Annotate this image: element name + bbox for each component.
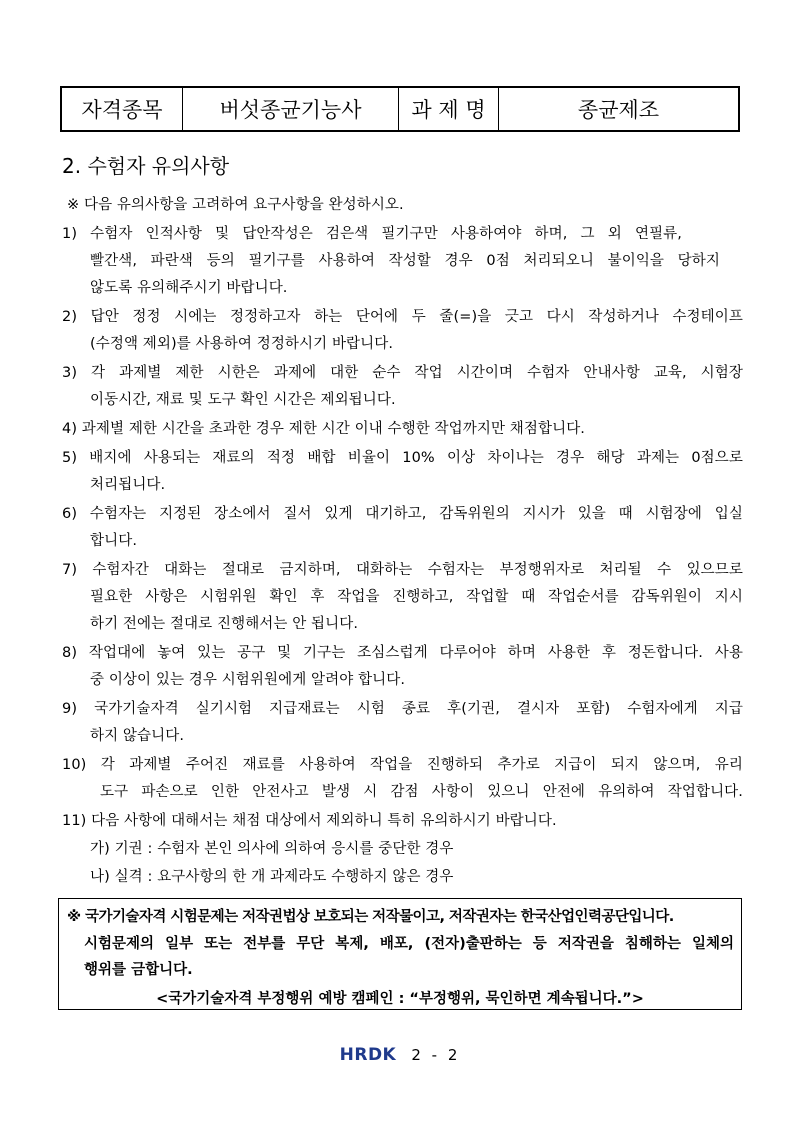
item-9-line-1: 9) 국가기술자격 실기시험 지급재료는 시험 종료 후(기권, 결시자 포함) 수험자에게 지급 [62, 701, 744, 717]
item-9-line-2: 하지 않습니다. [90, 728, 185, 744]
qualification-label: 자격종목 [81, 98, 163, 122]
item-7-line-1: 7) 수험자간 대화는 절대로 금지하며, 대화하는 수험자는 부정행위자로 처리될 수 있으므로 [62, 562, 743, 578]
notice-line-2: 시험문제의 일부 또는 전부를 무단 복제, 배포, (전자)출판하는 등 저작권을 침해하는 일체의 [84, 936, 734, 952]
intro-note: ※ 다음 유의사항을 고려하여 요구사항을 완성하시오. [67, 197, 404, 213]
campaign-slogan: <국가기술자격 부정행위 예방 캠페인 : “부정행위, 묵인하면 계속됩니다.”> [156, 991, 644, 1007]
item-5-line-2: 처리됩니다. [90, 477, 166, 493]
sub-item-withdrawal: 가) 기권 : 수험자 본인 의사에 의하여 응시를 중단한 경우 [90, 841, 454, 857]
item-11-line-1: 11) 다음 사항에 대해서는 채점 대상에서 제외하니 특히 유의하시기 바랍니다. [62, 813, 557, 829]
task-name-value: 종균제조 [498, 88, 738, 130]
task-name-label: 과 제 명 [398, 88, 498, 130]
item-7-line-3: 하기 전에는 절대로 진행해서는 안 됩니다. [90, 616, 359, 632]
item-1-line-1: 1) 수험자 인적사항 및 답안작성은 검은색 필기구만 사용하여야 하며, 그 외 연필류, [62, 226, 682, 242]
subject-header-table [60, 86, 740, 132]
notice-line-1: ※ 국가기술자격 시험문제는 저작권법상 보호되는 저작물이고, 저작권자는 한국산업인력공단입니다. [67, 909, 674, 925]
sub-item-disqualification: 나) 실격 : 요구사항의 한 개 과제라도 수행하지 않은 경우 [90, 869, 454, 885]
copyright-notice-box [58, 898, 742, 1010]
item-5-line-1: 5) 배지에 사용되는 재료의 적정 배합 비율이 10% 이상 차이나는 경우 해당 과제는 0점으로 [62, 450, 743, 466]
page-number: 2 - 2 [411, 1046, 461, 1064]
item-2-line-2: (수정액 제외)를 사용하여 정정하시기 바랍니다. [90, 336, 394, 352]
item-4-line-1: 4) 과제별 제한 시간을 초과한 경우 제한 시간 이내 수행한 작업까지만 채점합니다. [62, 421, 586, 437]
item-10-line-2: 도구 파손으로 인한 안전사고 발생 시 감점 사항이 있으니 안전에 유의하여 작업합니다. [100, 784, 743, 800]
section-title: 2. 수험자 유의사항 [62, 154, 230, 178]
item-1-line-3: 않도록 유의해주시기 바랍니다. [90, 280, 288, 296]
item-3-line-1: 3) 각 과제별 제한 시한은 과제에 대한 순수 작업 시간이며 수험자 안내사항 교육, 시험장 [62, 365, 743, 381]
item-1-line-2: 빨간색, 파란색 등의 필기구를 사용하여 작성할 경우 0점 처리되오니 불이익을 당하지 [90, 253, 720, 269]
item-3-line-2: 이동시간, 재료 및 도구 확인 시간은 제외됩니다. [90, 392, 396, 408]
item-6-line-2: 합니다. [90, 533, 138, 549]
hrdk-logo: HRDK [339, 1045, 397, 1065]
item-8-line-2: 중 이상이 있는 경우 시험위원에게 알려야 합니다. [90, 672, 406, 688]
item-8-line-1: 8) 작업대에 놓여 있는 공구 및 기구는 조심스럽게 다루어야 하며 사용한 후 정돈합니다. 사용 [62, 645, 743, 661]
item-7-line-2: 필요한 사항은 시험위원 확인 후 작업을 진행하고, 작업할 때 작업순서를 감독위원이 지시 [90, 589, 743, 605]
item-6-line-1: 6) 수험자는 지정된 장소에서 질서 있게 대기하고, 감독위원의 지시가 있을 때 시험장에 입실 [62, 506, 743, 522]
notice-line-3: 행위를 금합니다. [84, 962, 193, 978]
qualification-value: 버섯종균기능사 [182, 88, 398, 130]
page-footer [0, 1045, 800, 1065]
item-2-line-1: 2) 답안 정정 시에는 정정하고자 하는 단어에 두 줄(=)을 긋고 다시 작성하거나 수정테이프 [62, 309, 743, 325]
item-10-line-1: 10) 각 과제별 주어진 재료를 사용하여 작업을 진행하되 추가로 지급이 되지 않으며, 유리 [62, 757, 743, 773]
